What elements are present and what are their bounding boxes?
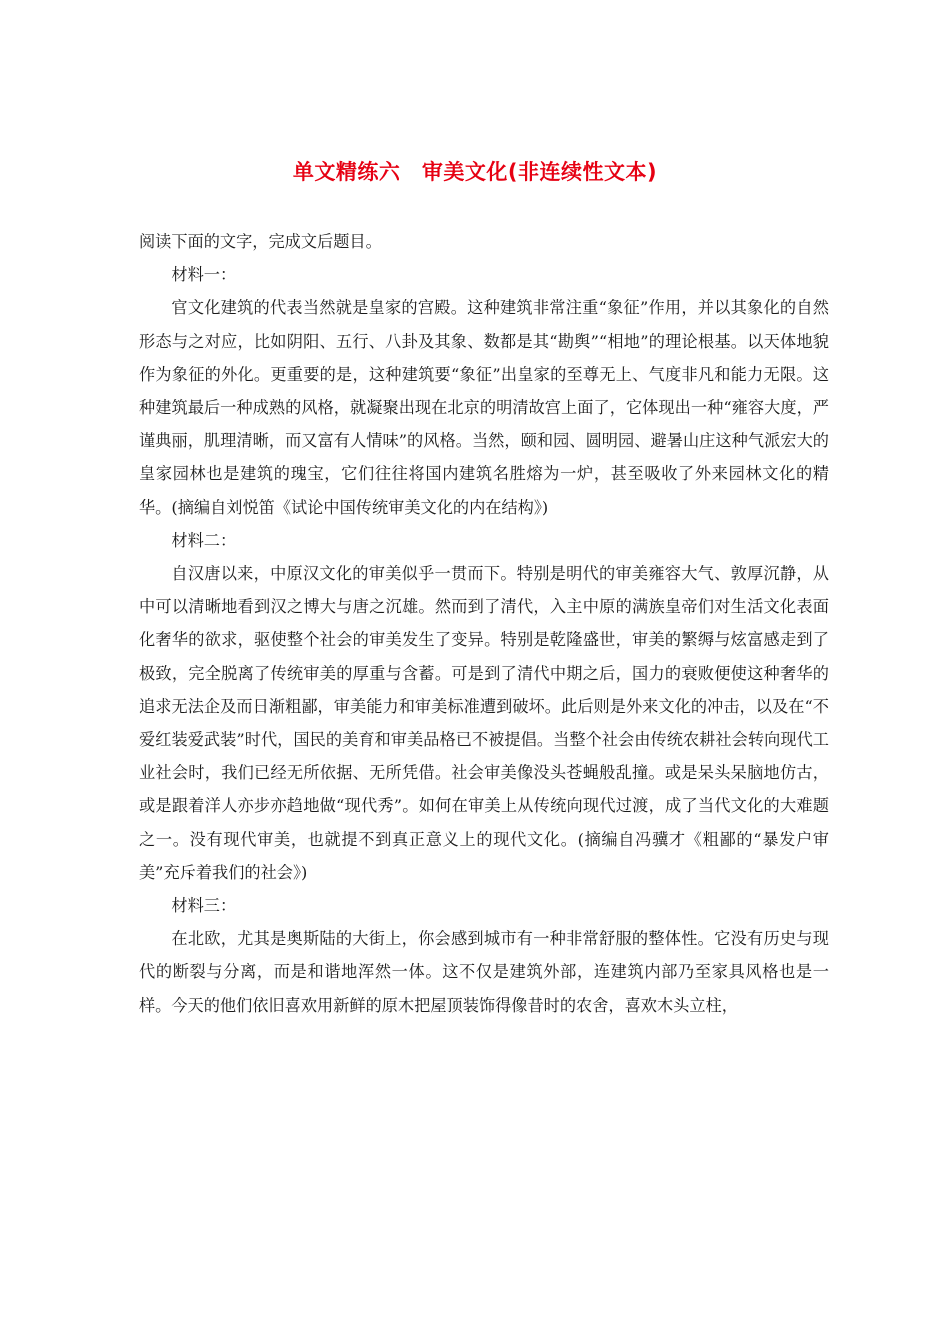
document-title: 单文精练六 审美文化(非连续性文本) bbox=[292, 160, 658, 184]
document-body bbox=[139, 225, 829, 1022]
material-2-label: 材料二： bbox=[171, 530, 237, 550]
material-2-text: 自汉唐以来，中原汉文化的审美似乎一贯而下。特别是明代的审美雍容大气、敦厚沉静，从中可以清晰地看到汉之博大与唐之沉雄。然而到了清代，入主中原的满族皇帝们对生活文化表面化奢华的欲求，驱使整个社会的审美发生了变异。特别是乾隆盛世，审美的繁缛与炫富感走到了极致，完全脱离了传统审美的厚重与含蓄。可是到了清代中期之后，国力的衰败便使这种奢华的追求无法企及而日渐粗鄙，审美能力和审美标准遭到破坏。此后则是外来文化的冲击，以及在“不爱红装爱武装”时代，国民的美育和审美品格已不被提倡。当整个社会由传统农耕社会转向现代工业社会时，我们已经无所依据、无所凭借。社会审美像没头苍蝇般乱撞。或是呆头呆脑地仿古，或是跟着洋人亦步亦趋地做“现代秀”。如何在审美上从传统向现代过渡，成了当代文化的大难题之一。没有现代审美，也就提不到真正意义上的现代文化。(摘编自冯骥才《粗鄙的“暴发户审美”充斥着我们的社会》) bbox=[139, 564, 829, 882]
material-3-text: 在北欧，尤其是奥斯陆的大街上，你会感到城市有一种非常舒服的整体性。它没有历史与现代的断裂与分离，而是和谐地浑然一体。这不仅是建筑外部，连建筑内部乃至家具风格也是一样。今天的他们依旧喜欢用新鲜的原木把屋顶装饰得像昔时的农舍，喜欢木头立柱， bbox=[139, 929, 829, 1015]
material-1-text: 官文化建筑的代表当然就是皇家的宫殿。这种建筑非常注重“象征”作用，并以其象化的自然形态与之对应，比如阴阳、五行、八卦及其象、数都是其“勘舆”“相地”的理论根基。以天体地貌作为象征的外化。更重要的是，这种建筑要“象征”出皇家的至尊无上、气度非凡和能力无限。这种建筑最后一种成熟的风格，就凝聚出现在北京的明清故宫上面了，它体现出一种“雍容大度，严谨典丽，肌理清晰，而又富有人情味”的风格。当然，颐和园、圆明园、避暑山庄这种气派宏大的皇家园林也是建筑的瑰宝，它们往往将国内建筑名胜熔为一炉，甚至吸收了外来园林文化的精华。(摘编自刘悦笛《试论中国传统审美文化的内在结构》) bbox=[139, 298, 829, 517]
instruction-text: 阅读下面的文字，完成文后题目。 bbox=[139, 232, 382, 251]
material-3-label: 材料三： bbox=[171, 896, 237, 916]
material-1-label: 材料一： bbox=[171, 265, 237, 285]
